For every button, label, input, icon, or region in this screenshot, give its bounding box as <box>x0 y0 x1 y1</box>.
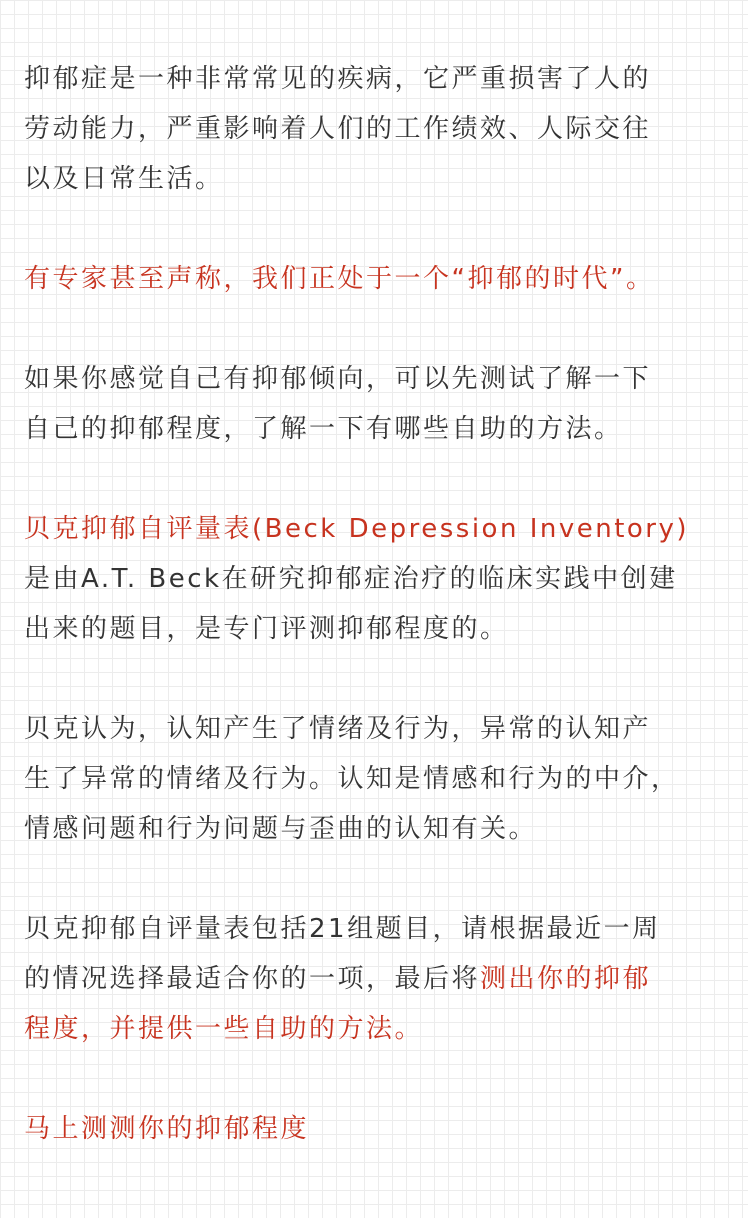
take-test-link[interactable]: 马上测测你的抑郁程度 <box>24 1114 310 1144</box>
text-segment: 的情况选择最适合你的一项，最后将 <box>24 964 481 994</box>
paragraph-beck-inventory <box>24 504 724 654</box>
highlight-text: 有专家甚至声称，我们正处于一个“抑郁的时代”。 <box>24 264 655 294</box>
text-line: 抑郁症是一种非常常见的疾病，它严重损害了人的 <box>24 64 652 94</box>
highlight-text: 程度，并提供一些自助的方法。 <box>24 1014 424 1044</box>
text-line: 自己的抑郁程度，了解一下有哪些自助的方法。 <box>24 414 623 444</box>
text-line: 情感问题和行为问题与歪曲的认知有关。 <box>24 814 538 844</box>
text-line: 如果你感觉自己有抑郁倾向，可以先测试了解一下 <box>24 364 652 394</box>
text-line: 劳动能力，严重影响着人们的工作绩效、人际交往 <box>24 114 652 144</box>
paragraph-beck-theory <box>24 704 724 854</box>
text-line: 贝克认为，认知产生了情绪及行为，异常的认知产 <box>24 714 652 744</box>
text-line: 出来的题目，是专门评测抑郁程度的。 <box>24 614 509 644</box>
text-line: 是由A.T. Beck在研究抑郁症治疗的临床实践中创建 <box>24 564 678 594</box>
paragraph-cta <box>24 1104 724 1154</box>
text-line: 以及日常生活。 <box>24 164 224 194</box>
text-line: 生了异常的情绪及行为。认知是情感和行为的中介， <box>24 764 680 794</box>
paragraph-intro <box>24 54 724 204</box>
paragraph-test-suggestion <box>24 354 724 454</box>
text-line-mixed <box>24 954 724 1004</box>
paragraph-expert-claim <box>24 254 724 304</box>
paragraph-test-instructions <box>24 904 724 1054</box>
text-line: 贝克抑郁自评量表包括21组题目，请根据最近一周 <box>24 914 661 944</box>
highlight-text: 测出你的抑郁 <box>480 964 652 994</box>
highlight-text: 贝克抑郁自评量表(Beck Depression Inventory) <box>24 514 690 544</box>
